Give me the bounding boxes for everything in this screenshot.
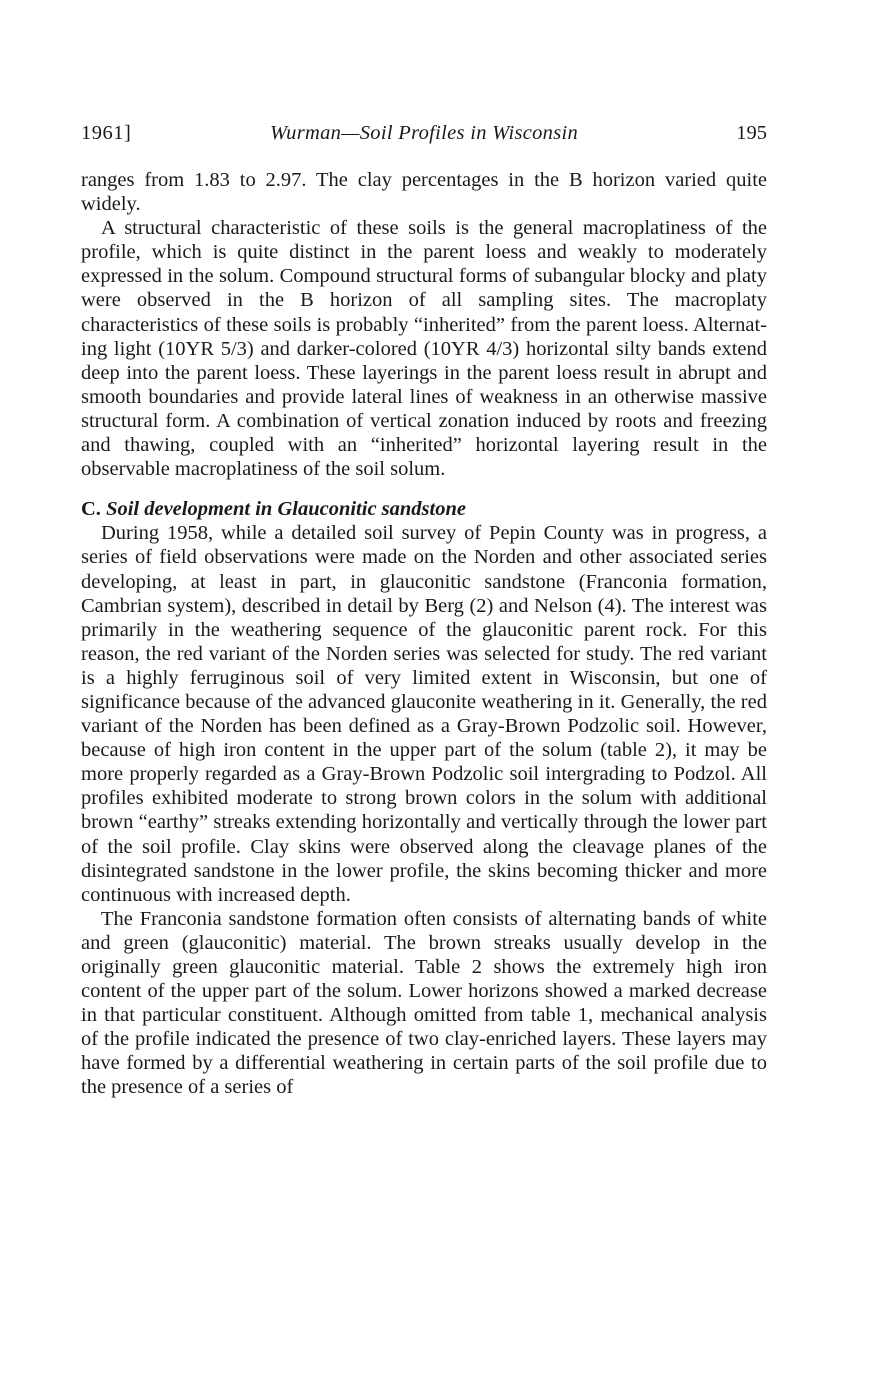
section-letter: C. [81, 498, 101, 521]
section-title: Soil development in Glauconitic sandstone [106, 498, 466, 521]
paragraph-franconia-sandstone: The Franconia sandstone formation often consists of alternating bands of white and green (glauconitic) material. The brown streaks usually develop in the originally green glauconitic material. Table 2 shows the extremely high iron content of the upper part of the solum. Lower horizons showed a marked decrease in that particular constituent. Although omitted from table 1, mechanical analysis of the profile indicated the presence of two clay-enriched layers. These layers may have formed by a differential weathering in certain parts of the soil profile due to the presence of a series of [81, 907, 767, 1099]
paragraph-pepin-county-survey: During 1958, while a detailed soil survey of Pepin County was in progress, a series of field observations were made on the Norden and other associated series developing, at least in part, in glauconitic sandstone (Franconia formation, Cambrian system), described in detail by Berg (2) and Nelson (4). The interest was primarily in the weathering sequence of the glauconitic parent rock. For this reason, the red variant of the Norden series was selected for study. The red variant is a highly ferruginous soil of very limited extent in Wisconsin, but one of significance because of the advanced glauconite weathering in it. Generally, the red variant of the Norden has been defined as a Gray-Brown Podzolic soil. However, because of high iron content in the upper part of the solum (table 2), it may be more properly regarded as a Gray-Brown Podzolic soil intergrading to Podzol. All profiles exhibited moderate to strong brown colors in the solum with additional brown “earthy” streaks extending horizontally and vertically through the lower part of the soil profile. Clay skins were observed along the cleavage planes of the disintegrated sandstone in the lower profile, the skins becoming thicker and more continuous with increased depth. [81, 522, 767, 906]
paragraph-continued: ranges from 1.83 to 2.97. The clay percentages in the B horizon varied quite widely. [81, 169, 767, 216]
running-head-year: 1961] [81, 122, 132, 144]
article-body [81, 168, 767, 1100]
section-heading [81, 497, 767, 521]
page-number: 195 [736, 122, 767, 144]
running-head-title: Wurman—Soil Profiles in Wisconsin [269, 122, 579, 144]
running-head [81, 118, 767, 148]
journal-page [81, 118, 767, 1100]
paragraph-macroplatiness: A structural characteristic of these soils is the general macroplatiness of the profile, which is quite distinct in the parent loess and weakly to moderately expressed in the solum. Compound structural forms of subangular blocky and platy were observed in the B horizon of all sampling sites. The macroplaty characteristics of these soils is probably “inherited” from the parent loess. Alternating light (10YR 5/3) and darker-colored (10YR 4/3) horizontal silty bands extend deep into the parent loess. These layerings in the parent loess result in abrupt and smooth boundaries and provide lateral lines of weakness in an otherwise massive structural form. A combination of vertical zonation induced by roots and freezing and thawing, coupled with an “inherited” horizontal layering result in the observable macroplatiness of the soil solum. [81, 217, 767, 481]
